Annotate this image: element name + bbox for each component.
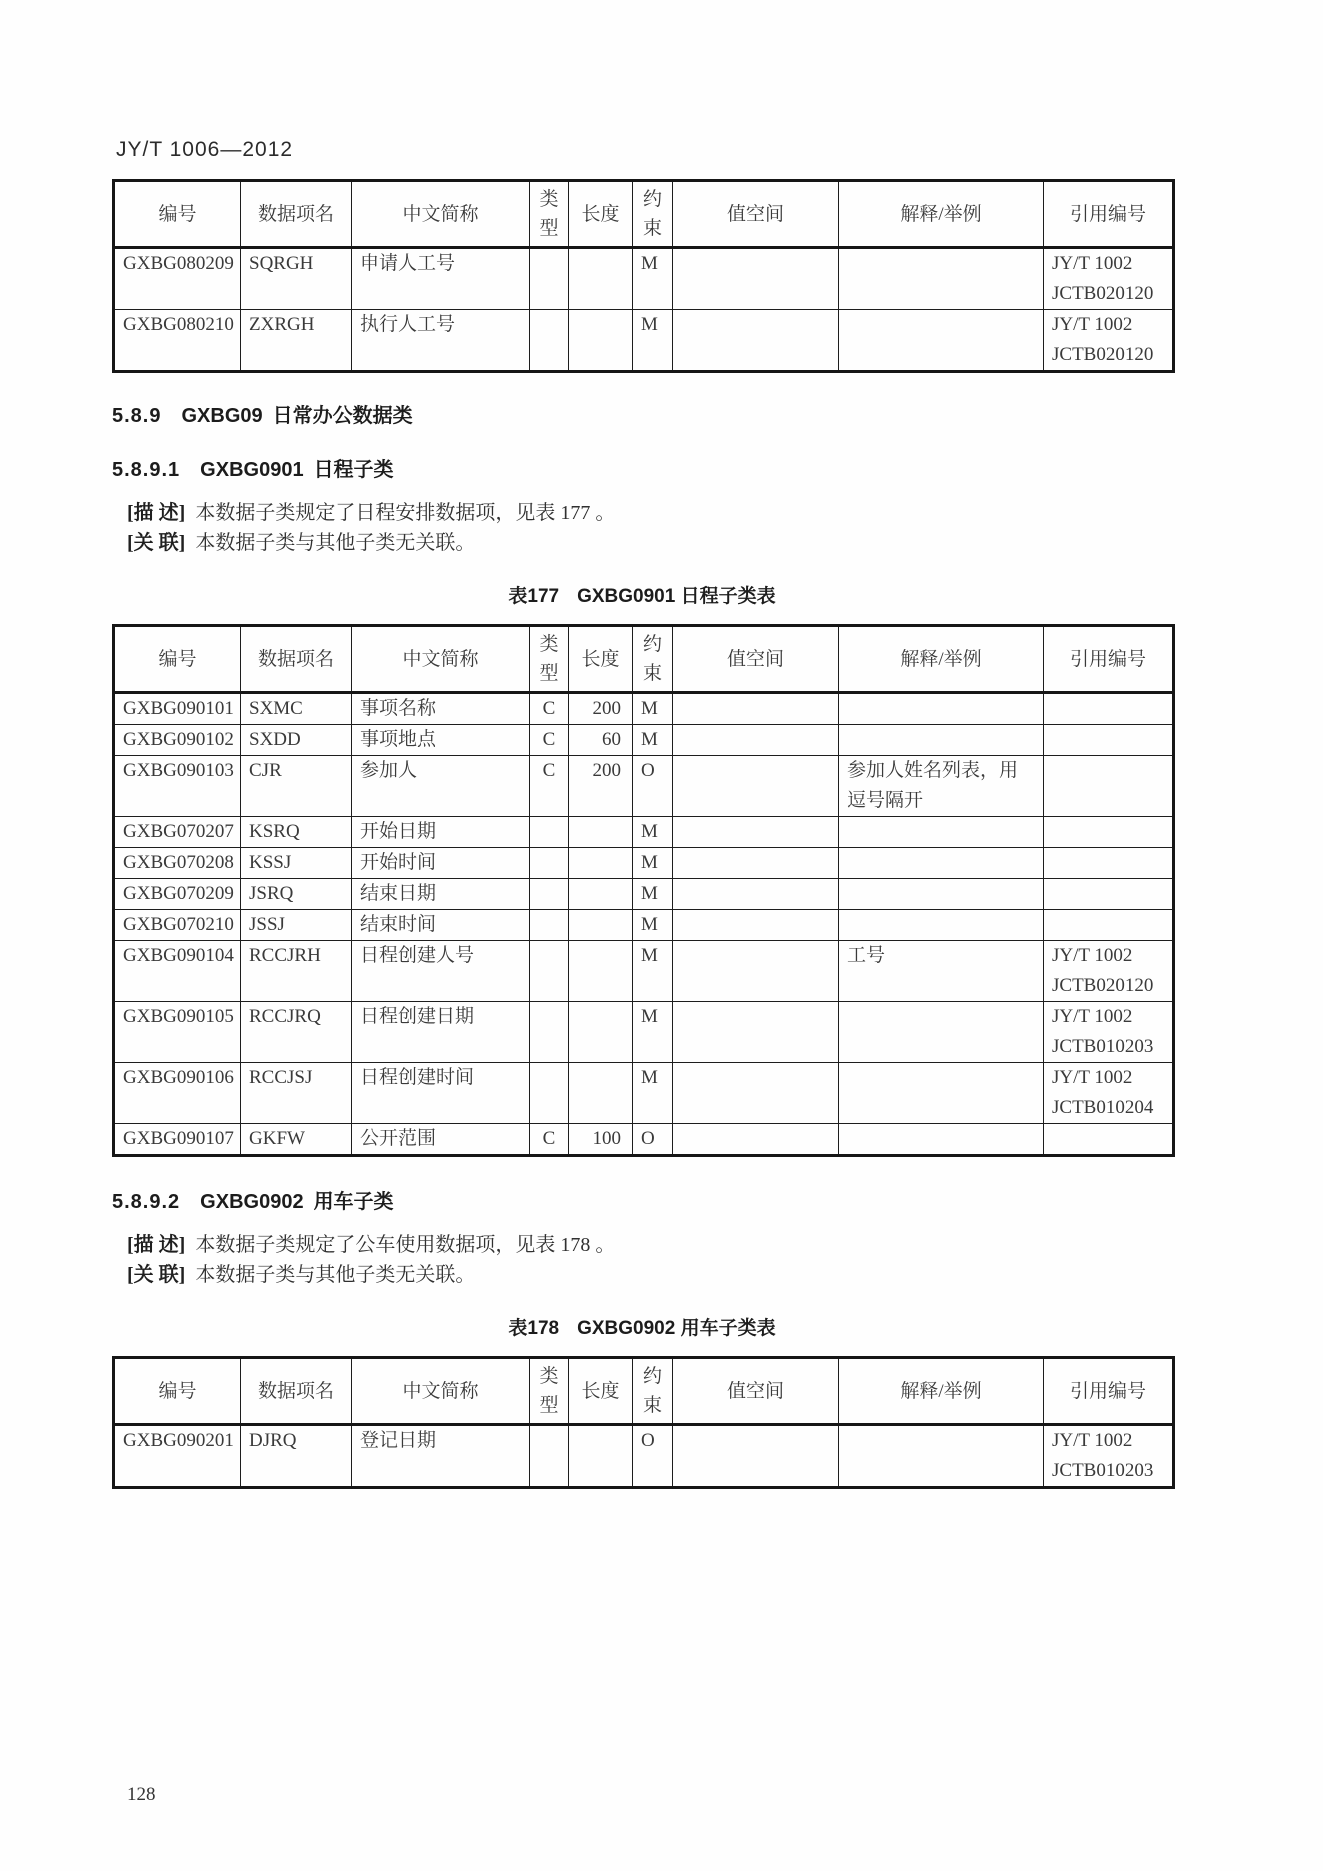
section-code: GXBG0902 (200, 1191, 304, 1213)
table-cell: 200 (569, 756, 633, 817)
table-cell: RCCJSJ (241, 1063, 352, 1124)
table-cell: 60 (569, 725, 633, 756)
table-177 (112, 624, 1175, 1157)
column-header-cell: 类型 (530, 181, 569, 248)
table-cell: KSSJ (241, 848, 352, 879)
table-cell (530, 879, 569, 910)
column-header-cell: 类型 (530, 626, 569, 693)
table-cell (839, 1124, 1044, 1156)
table-cell: GXBG090201 (114, 1425, 241, 1488)
column-header-cell: 引用编号 (1044, 1358, 1174, 1425)
table-cell: DJRQ (241, 1425, 352, 1488)
table-row (114, 941, 1174, 1002)
table-row (114, 1002, 1174, 1063)
column-header-cell: 约束 (633, 626, 673, 693)
table-cell: GXBG070207 (114, 817, 241, 848)
table-cell: GXBG090102 (114, 725, 241, 756)
table-cell (673, 941, 839, 1002)
table-cell (673, 848, 839, 879)
table-cell: C (530, 756, 569, 817)
table-cell: GXBG090101 (114, 693, 241, 725)
table-cell: ZXRGH (241, 310, 352, 372)
table-cell (673, 1063, 839, 1124)
table-cell: SXMC (241, 693, 352, 725)
table-cell: M (633, 693, 673, 725)
table-cell: M (633, 848, 673, 879)
table-cell (673, 1124, 839, 1156)
table-cell: 结束日期 (352, 879, 530, 910)
table-cell: 登记日期 (352, 1425, 530, 1488)
section-heading-5892 (112, 1185, 1323, 1214)
column-header-cell: 约束 (633, 181, 673, 248)
table-cell: JY/T 1002 JCTB020120 (1044, 941, 1174, 1002)
table-cell: M (633, 310, 673, 372)
table-cell: 日程创建人号 (352, 941, 530, 1002)
column-header-cell: 引用编号 (1044, 626, 1174, 693)
table-cell: M (633, 941, 673, 1002)
table-cell (1044, 725, 1174, 756)
table-cell: GKFW (241, 1124, 352, 1156)
column-header-cell: 约束 (633, 1358, 673, 1425)
table-cell (673, 310, 839, 372)
table-row (114, 725, 1174, 756)
table-cell: JY/T 1002 JCTB010203 (1044, 1425, 1174, 1488)
table-cell: 100 (569, 1124, 633, 1156)
table-cell: KSRQ (241, 817, 352, 848)
description-label: [描 述] (127, 502, 186, 524)
section-heading-589 (112, 399, 1323, 428)
table-cell (569, 1425, 633, 1488)
table-number: 表177 (508, 586, 560, 607)
table-cell: GXBG090106 (114, 1063, 241, 1124)
table-cell: O (633, 756, 673, 817)
table-cell: GXBG090104 (114, 941, 241, 1002)
table-cell: GXBG090103 (114, 756, 241, 817)
table-cell (673, 693, 839, 725)
column-header-cell: 长度 (569, 626, 633, 693)
table-cell: 结束时间 (352, 910, 530, 941)
column-header-cell: 中文简称 (352, 626, 530, 693)
table-row (114, 1063, 1174, 1124)
table-cell: GXBG090107 (114, 1124, 241, 1156)
column-header-cell: 数据项名 (241, 1358, 352, 1425)
section-number: 5.8.9.2 (112, 1191, 181, 1213)
relation-label: [关 联] (127, 532, 186, 554)
table-cell (569, 1063, 633, 1124)
section-code: GXBG09 (181, 405, 263, 427)
relation-paragraph (127, 528, 1323, 558)
table-header-row (114, 1358, 1174, 1425)
table-title: GXBG0902 用车子类表 (577, 1318, 776, 1339)
table-header-row (114, 181, 1174, 248)
table-cell: 公开范围 (352, 1124, 530, 1156)
table-cell (673, 910, 839, 941)
table-cell (839, 310, 1044, 372)
table-cell: 事项名称 (352, 693, 530, 725)
table-cell (530, 248, 569, 310)
section-code: GXBG0901 (200, 459, 304, 481)
column-header-cell: 值空间 (673, 1358, 839, 1425)
table-cell: GXBG070210 (114, 910, 241, 941)
table-number: 表178 (508, 1318, 560, 1339)
table-cell (530, 910, 569, 941)
column-header-cell: 编号 (114, 1358, 241, 1425)
table-row (114, 817, 1174, 848)
table-cell (839, 910, 1044, 941)
table-cell: O (633, 1124, 673, 1156)
table-row (114, 848, 1174, 879)
table-cell: 参加人 (352, 756, 530, 817)
table-cell: 开始时间 (352, 848, 530, 879)
description-text: 本数据子类规定了日程安排数据项，见表 177 。 (195, 502, 616, 524)
column-header-cell: 数据项名 (241, 626, 352, 693)
table-cell (1044, 1124, 1174, 1156)
table-cell (839, 817, 1044, 848)
data-item-table-continued (112, 179, 1175, 373)
table-row (114, 1124, 1174, 1156)
table-row (114, 693, 1174, 725)
table-cell (839, 248, 1044, 310)
table-cell: C (530, 693, 569, 725)
table-cell (569, 848, 633, 879)
table-cell: 200 (569, 693, 633, 725)
column-header-cell: 值空间 (673, 181, 839, 248)
description-text: 本数据子类规定了公车使用数据项，见表 178 。 (195, 1234, 616, 1256)
table-cell: C (530, 1124, 569, 1156)
table-cell (569, 248, 633, 310)
table-cell: GXBG080209 (114, 248, 241, 310)
table-cell: JY/T 1002 JCTB020120 (1044, 310, 1174, 372)
table-cell: JY/T 1002 JCTB010203 (1044, 1002, 1174, 1063)
table-cell: 事项地点 (352, 725, 530, 756)
table-cell: JSSJ (241, 910, 352, 941)
page-number: 128 (127, 1784, 156, 1805)
table-cell (839, 725, 1044, 756)
table-cell: JY/T 1002 JCTB010204 (1044, 1063, 1174, 1124)
standard-code: JY/T 1006—2012 (116, 138, 294, 161)
table-cell (839, 879, 1044, 910)
column-header-cell: 中文简称 (352, 181, 530, 248)
table-cell: M (633, 248, 673, 310)
column-header-cell: 长度 (569, 1358, 633, 1425)
column-header-cell: 类型 (530, 1358, 569, 1425)
table-cell: M (633, 910, 673, 941)
table-cell (673, 879, 839, 910)
table-cell (839, 1002, 1044, 1063)
column-header-cell: 解释/举例 (839, 626, 1044, 693)
column-header-cell: 中文简称 (352, 1358, 530, 1425)
table-row (114, 310, 1174, 372)
table-cell: SQRGH (241, 248, 352, 310)
table-cell (673, 756, 839, 817)
table-cell (1044, 817, 1174, 848)
table-cell: O (633, 1425, 673, 1488)
table-cell (569, 910, 633, 941)
table-cell: 日程创建日期 (352, 1002, 530, 1063)
table-cell (530, 817, 569, 848)
table-cell (673, 1002, 839, 1063)
description-paragraph (127, 1230, 1323, 1260)
table-cell: CJR (241, 756, 352, 817)
section-number: 5.8.9.1 (112, 459, 181, 481)
description-paragraph (127, 498, 1323, 528)
table-cell: 日程创建时间 (352, 1063, 530, 1124)
column-header-cell: 编号 (114, 626, 241, 693)
table-cell: 工号 (839, 941, 1044, 1002)
table-cell (839, 848, 1044, 879)
column-header-cell: 引用编号 (1044, 181, 1174, 248)
table-cell (530, 310, 569, 372)
table-cell (530, 1063, 569, 1124)
table-cell (839, 693, 1044, 725)
table-row (114, 879, 1174, 910)
table-cell: M (633, 817, 673, 848)
table-cell: 参加人姓名列表，用 逗号隔开 (839, 756, 1044, 817)
table-cell: GXBG070208 (114, 848, 241, 879)
table-cell (1044, 693, 1174, 725)
table-cell: 开始日期 (352, 817, 530, 848)
table-cell: JSRQ (241, 879, 352, 910)
table-cell (1044, 756, 1174, 817)
table-cell (839, 1063, 1044, 1124)
table-row (114, 756, 1174, 817)
table-cell (673, 1425, 839, 1488)
table-row (114, 248, 1174, 310)
table-cell: GXBG080210 (114, 310, 241, 372)
table-cell (569, 879, 633, 910)
table-header-row (114, 626, 1174, 693)
table-cell (569, 817, 633, 848)
table-cell (530, 1425, 569, 1488)
table-cell (839, 1425, 1044, 1488)
column-header-cell: 编号 (114, 181, 241, 248)
table-cell: M (633, 1063, 673, 1124)
table-178-caption (112, 1313, 1172, 1340)
table-cell: GXBG070209 (114, 879, 241, 910)
table-cell: M (633, 879, 673, 910)
table-cell: RCCJRH (241, 941, 352, 1002)
section-title: 日常办公数据类 (272, 405, 413, 427)
table-row (114, 1425, 1174, 1488)
table-cell: M (633, 1002, 673, 1063)
column-header-cell: 值空间 (673, 626, 839, 693)
table-cell (569, 1002, 633, 1063)
table-cell (530, 848, 569, 879)
section-number: 5.8.9 (112, 405, 162, 427)
description-label: [描 述] (127, 1234, 186, 1256)
table-cell (530, 941, 569, 1002)
column-header-cell: 数据项名 (241, 181, 352, 248)
table-cell: 申请人工号 (352, 248, 530, 310)
column-header-cell: 解释/举例 (839, 1358, 1044, 1425)
table-cell (673, 817, 839, 848)
relation-text: 本数据子类与其他子类无关联。 (195, 532, 476, 554)
section-title: 日程子类 (313, 459, 394, 481)
table-cell (673, 248, 839, 310)
table-cell (530, 1002, 569, 1063)
table-cell: M (633, 725, 673, 756)
table-cell: JY/T 1002 JCTB020120 (1044, 248, 1174, 310)
section-title: 用车子类 (313, 1191, 394, 1213)
table-cell (1044, 848, 1174, 879)
table-cell: C (530, 725, 569, 756)
table-cell: 执行人工号 (352, 310, 530, 372)
table-cell (673, 725, 839, 756)
column-header-cell: 解释/举例 (839, 181, 1044, 248)
table-cell (1044, 879, 1174, 910)
table-cell: RCCJRQ (241, 1002, 352, 1063)
relation-label: [关 联] (127, 1264, 186, 1286)
table-cell: SXDD (241, 725, 352, 756)
table-title: GXBG0901 日程子类表 (577, 586, 776, 607)
table-cell: GXBG090105 (114, 1002, 241, 1063)
relation-paragraph (127, 1260, 1323, 1290)
relation-text: 本数据子类与其他子类无关联。 (195, 1264, 476, 1286)
column-header-cell: 长度 (569, 181, 633, 248)
table-row (114, 910, 1174, 941)
table-cell (569, 310, 633, 372)
table-178 (112, 1356, 1175, 1489)
table-cell (569, 941, 633, 1002)
section-heading-5891 (112, 453, 1323, 482)
table-cell (1044, 910, 1174, 941)
table-177-caption (112, 581, 1172, 608)
